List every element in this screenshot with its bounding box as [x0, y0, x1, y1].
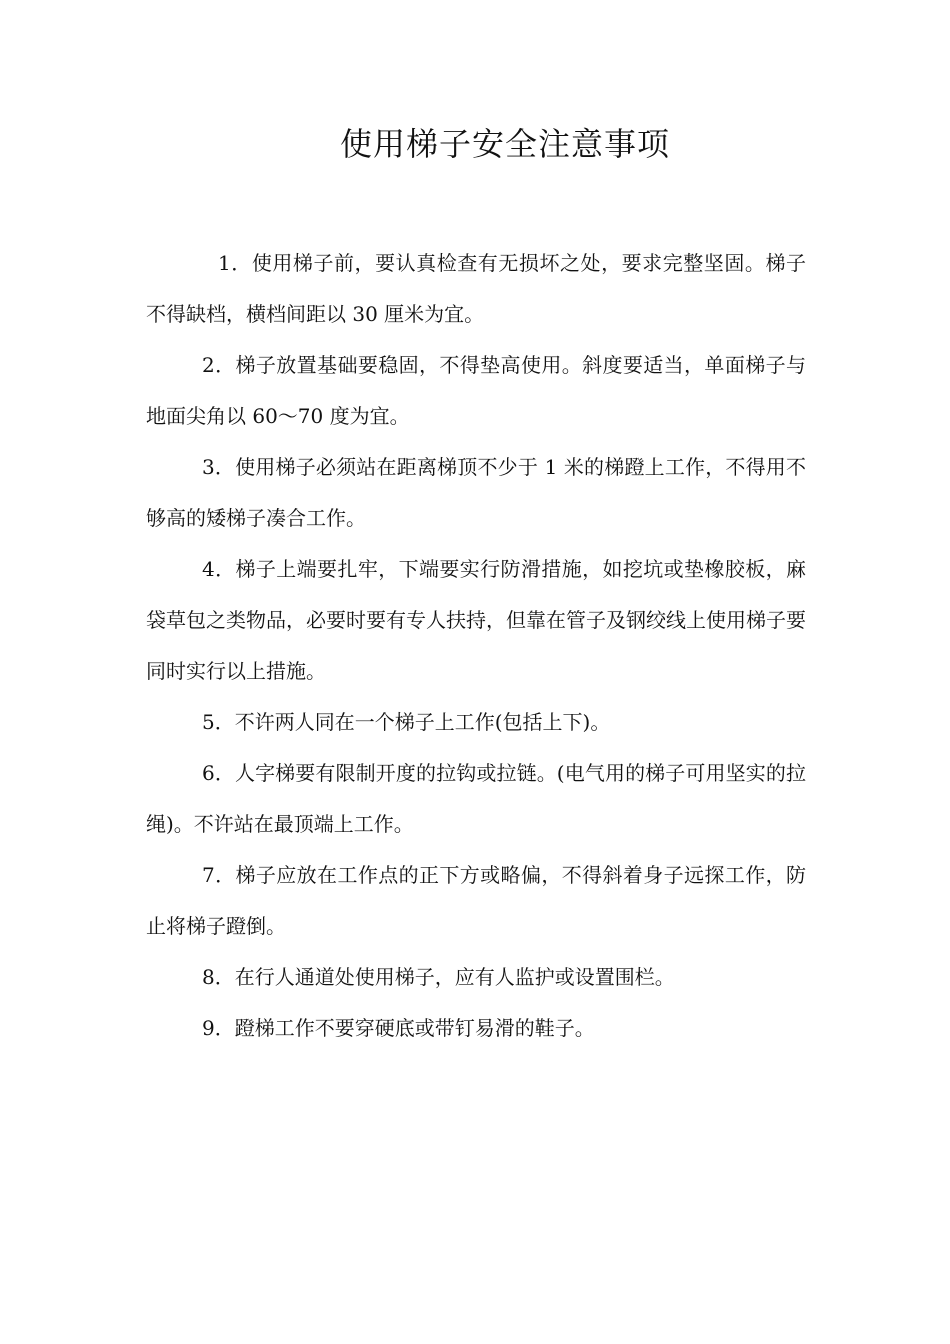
page-title: 使用梯子安全注意事项 [339, 125, 670, 163]
list-item: 5．不许两人同在一个梯子上工作(包括上下)。 [202, 710, 611, 734]
list-item: 6．人字梯要有限制开度的拉钩或拉链。(电气用的梯子可用坚实的拉绳)。不许站在最顶端上工作。 [146, 761, 806, 836]
list-item: 9．蹬梯工作不要穿硬底或带钉易滑的鞋子。 [202, 1016, 595, 1040]
list-item: 3．使用梯子必须站在距离梯顶不少于 1 米的梯蹬上工作，不得用不够高的矮梯子凑合工作。 [146, 455, 806, 530]
list-item: 7．梯子应放在工作点的正下方或略偏，不得斜着身子远探工作，防止将梯子蹬倒。 [146, 863, 806, 938]
document-body [146, 238, 806, 1054]
list-item: 2．梯子放置基础要稳固，不得垫高使用。斜度要适当，单面梯子与地面尖角以 60～70 度为宜。 [146, 353, 806, 428]
list-item: 8．在行人通道处使用梯子，应有人监护或设置围栏。 [202, 965, 675, 989]
list-item: 1．使用梯子前，要认真检查有无损坏之处，要求完整坚固。梯子不得缺档，横档间距以 30 厘米为宜。 [146, 251, 806, 326]
list-item: 4．梯子上端要扎牢，下端要实行防滑措施，如挖坑或垫橡胶板，麻袋草包之类物品，必要时要有专人扶持，但靠在管子及钢绞线上使用梯子要同时实行以上措施。 [146, 557, 806, 683]
